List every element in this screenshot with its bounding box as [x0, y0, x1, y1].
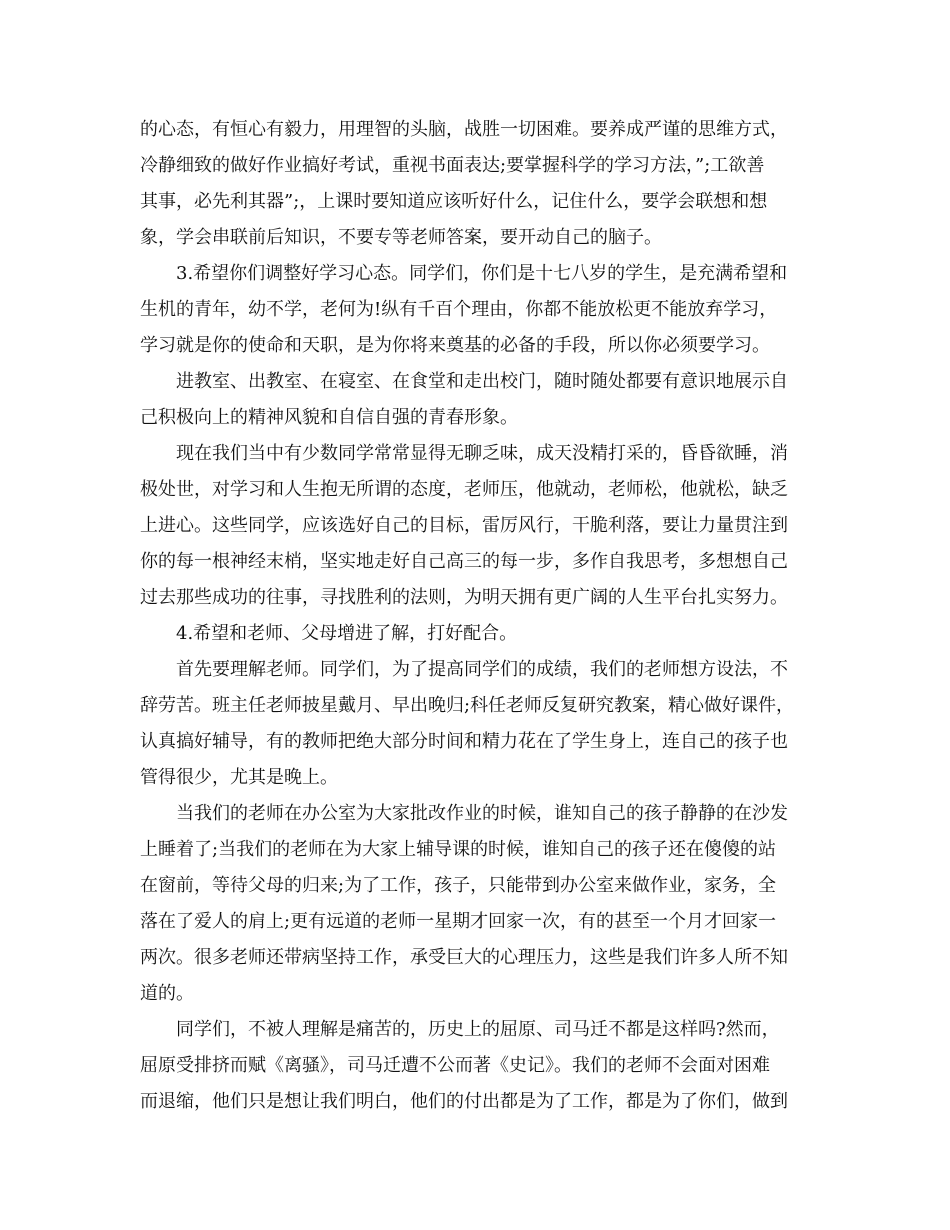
text-line: 两次。很多老师还带病坚持工作，承受巨大的心理压力，这些是我们许多人所不知 — [140, 947, 788, 968]
text-line: 过去那些成功的往事，寻找胜利的法则，为明天拥有更广阔的人生平台扎实努力。 — [140, 587, 788, 608]
text-line: 3.希望你们调整好学习心态。同学们，你们是十七八岁的学生，是充满希望和 — [176, 263, 788, 284]
text-line: 4.希望和老师、父母增进了解，打好配合。 — [176, 623, 518, 644]
text-line: 屈原受排挤而赋《离骚》，司马迁遭不公而著《史记》。我们的老师不会面对困难 — [140, 1055, 770, 1076]
text-line: 落在了爱人的肩上;更有远道的老师一星期才回家一次，有的甚至一个月才回家一 — [140, 911, 777, 932]
text-line: 极处世，对学习和人生抱无所谓的态度，老师压，他就动，老师松，他就松，缺乏 — [140, 479, 788, 500]
text-line: 上睡着了;当我们的老师在为大家上辅导课的时候，谁知自己的孩子还在傻傻的站 — [140, 839, 777, 860]
text-line: 生机的青年，幼不学，老何为!纵有千百个理由，你都不能放松更不能放弃学习， — [140, 299, 778, 320]
text-line: 道的。 — [140, 983, 194, 1004]
text-line: 辞劳苦。班主任老师披星戴月、早出晚归;科任老师反复研究教案，精心做好课件， — [140, 695, 795, 716]
text-line: 现在我们当中有少数同学常常显得无聊乏味，成天没精打采的，昏昏欲睡，消 — [176, 443, 788, 464]
text-line: 同学们，不被人理解是痛苦的，历史上的屈原、司马迁不都是这样吗?然而， — [176, 1019, 780, 1040]
text-line: 而退缩，他们只是想让我们明白，他们的付出都是为了工作，都是为了你们，做到 — [140, 1091, 788, 1112]
text-line: 你的每一根神经末梢，坚实地走好自己高三的每一步，多作自我思考，多想想自己 — [140, 551, 788, 572]
text-line: 在窗前，等待父母的归来;为了工作，孩子，只能带到办公室来做作业，家务，全 — [140, 875, 777, 896]
text-line: 己积极向上的精神风貌和自信自强的青春形象。 — [140, 407, 518, 428]
text-line: 当我们的老师在办公室为大家批改作业的时候，谁知自己的孩子静静的在沙发 — [176, 803, 788, 824]
text-line: 进教室、出教室、在寝室、在食堂和走出校门，随时随处都要有意识地展示自 — [176, 371, 788, 392]
text-line: 学习就是你的使命和天职，是为你将来奠基的必备的手段，所以你必须要学习。 — [140, 335, 770, 356]
text-line: 上进心。这些同学，应该选好自己的目标，雷厉风行，干脆利落，要让力量贯注到 — [140, 515, 788, 536]
text-line: 首先要理解老师。同学们，为了提高同学们的成绩，我们的老师想方设法，不 — [176, 659, 788, 680]
text-line: 认真搞好辅导，有的教师把绝大部分时间和精力花在了学生身上，连自己的孩子也 — [140, 731, 788, 752]
text-line: 其事，必先利其器”;，上课时要知道应该听好什么，记住什么，要学会联想和想 — [140, 191, 768, 212]
text-line: 冷静细致的做好作业搞好考试，重视书面表达;要掌握科学的学习方法，”;工欲善 — [140, 155, 765, 176]
text-line: 象，学会串联前后知识，不要专等老师答案，要开动自己的脑子。 — [140, 227, 662, 248]
text-line: 的心态，有恒心有毅力，用理智的头脑，战胜一切困难。要养成严谨的思维方式， — [140, 119, 788, 140]
text-line: 管得很少，尤其是晚上。 — [140, 767, 338, 788]
document-body — [140, 112, 820, 1120]
